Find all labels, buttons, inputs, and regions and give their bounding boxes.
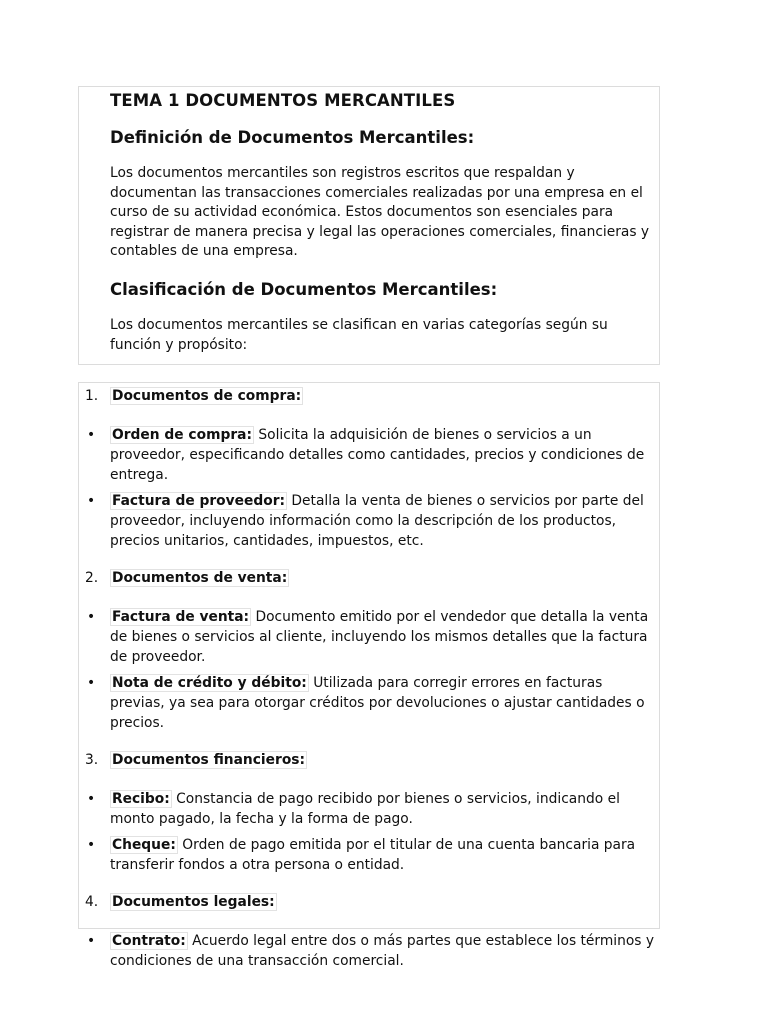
categories-section (78, 382, 660, 969)
item-description: Orden de pago emitida por el titular de una cuenta bancaria para transferir fondos a otra persona o entidad. (110, 837, 636, 873)
list-item (87, 673, 655, 733)
item-description: Solicita la adquisición de bienes o servicios a un proveedor, especificando detalles como cantidades, precios y condiciones de entrega. (110, 427, 645, 483)
bullet-icon: • (87, 837, 96, 853)
bullet-icon: • (87, 427, 96, 443)
category-number: 1. (85, 388, 99, 404)
item-term: Cheque: (112, 837, 176, 853)
definition-heading: Definición de Documentos Mercantiles: (110, 128, 475, 147)
item-term: Contrato: (112, 933, 186, 949)
category-label: Documentos legales: (112, 894, 275, 910)
category-label: Documentos de venta: (112, 570, 288, 586)
classification-paragraph: Los documentos mercantiles se clasifican en varias categorías según su función y propósito: (110, 316, 608, 353)
item-term: Factura de venta: (112, 609, 250, 625)
list-item (87, 607, 655, 667)
intro-section (78, 86, 660, 365)
category-label: Documentos de compra: (112, 388, 302, 404)
category-number: 2. (85, 570, 99, 586)
category-number: 3. (85, 752, 99, 768)
classification-heading: Clasificación de Documentos Mercantiles: (110, 279, 498, 299)
item-term: Recibo: (112, 791, 170, 807)
bullet-icon: • (87, 933, 96, 949)
bullet-icon: • (87, 791, 96, 807)
item-term: Nota de crédito y débito: (112, 675, 307, 691)
list-item (87, 835, 655, 875)
definition-paragraph: Los documentos mercantiles son registros escritos que respaldan y documentan las transacciones comerciales realizadas por una empresa en el curso de su actividad económica. Estos documentos son esenciales para registrar de manera precisa y legal las operaciones comerciales, financieras y contables de una empresa. (110, 165, 650, 260)
item-description: Acuerdo legal entre dos o más partes que establece los términos y condiciones de una transacción comercial. (110, 933, 655, 969)
bullet-icon: • (87, 675, 96, 691)
bullet-icon: • (87, 609, 96, 625)
item-description: Documento emitido por el vendedor que detalla la venta de bienes o servicios al cliente, incluyendo los mismos detalles que la factura de proveedor. (110, 609, 649, 665)
item-description: Constancia de pago recibido por bienes o servicios, indicando el monto pagado, la fecha y la forma de pago. (110, 791, 620, 827)
category-number: 4. (85, 894, 99, 910)
category-heading (85, 568, 655, 588)
bullet-icon: • (87, 493, 96, 509)
document-title: TEMA 1 DOCUMENTOS MERCANTILES (110, 91, 456, 110)
category-heading (85, 750, 655, 770)
category-heading (85, 386, 655, 406)
list-item (87, 425, 655, 485)
item-term: Factura de proveedor: (112, 493, 286, 509)
category-label: Documentos financieros: (112, 752, 306, 768)
list-item (87, 789, 655, 829)
list-item (87, 491, 655, 551)
item-description: Utilizada para corregir errores en facturas previas, ya sea para otorgar créditos por devoluciones o ajustar cantidades o precios. (110, 675, 645, 731)
item-description: Detalla la venta de bienes o servicios por parte del proveedor, incluyendo información como la descripción de los productos, precios unitarios, cantidades, impuestos, etc. (110, 493, 644, 549)
item-term: Orden de compra: (112, 427, 252, 443)
category-heading (85, 892, 655, 912)
list-item (87, 931, 655, 971)
